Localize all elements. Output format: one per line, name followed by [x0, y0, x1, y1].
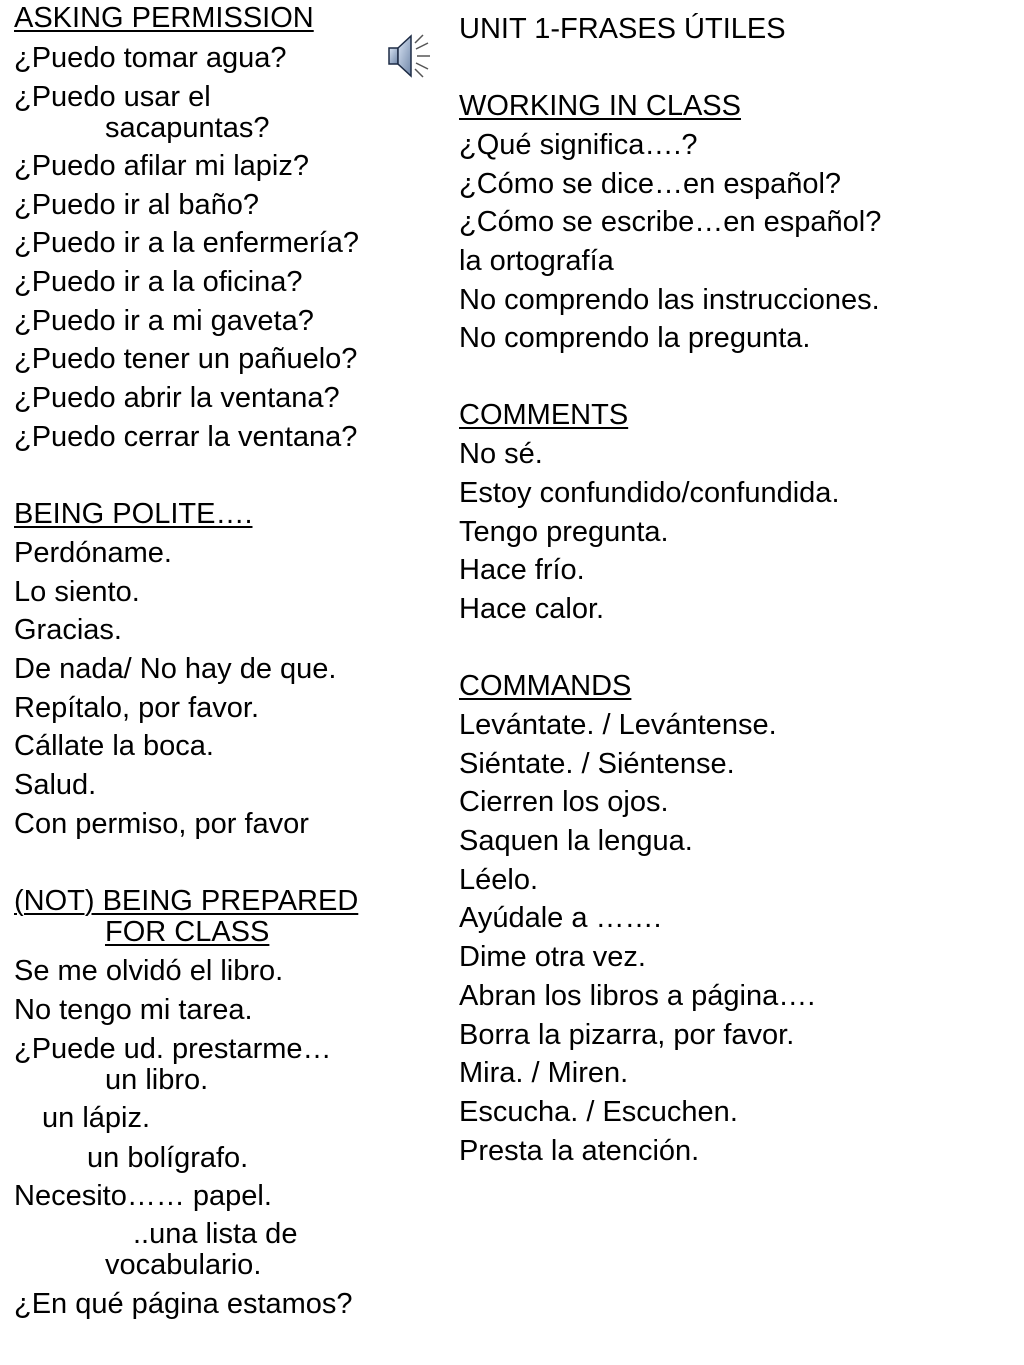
phrase-line: un libro. — [105, 1064, 209, 1096]
phrase-line: ¿Puedo tener un pañuelo? — [14, 343, 358, 375]
phrase-line: No comprendo la pregunta. — [459, 322, 811, 354]
not-prepared-heading: (NOT) BEING PREPARED — [14, 885, 359, 917]
phrase-line: Hace calor. — [459, 593, 605, 625]
phrase-line: Presta la atención. — [459, 1135, 700, 1167]
phrase-line: ¿Puedo ir a la oficina? — [14, 266, 303, 298]
phrase-line: ¿Puedo afilar mi lapiz? — [14, 150, 309, 182]
phrase-line: Salud. — [14, 769, 97, 801]
phrase-line: sacapuntas? — [105, 112, 270, 144]
asking-permission-heading: ASKING PERMISSION — [14, 2, 314, 34]
being-polite-heading: BEING POLITE…. — [14, 498, 253, 530]
phrase-line: ..una lista de — [133, 1218, 298, 1250]
phrase-line: ¿Cómo se escribe…en español? — [459, 206, 882, 238]
phrase-line: ¿Puede ud. prestarme… — [14, 1033, 332, 1065]
phrase-line: ¿Puedo ir a la enfermería? — [14, 227, 359, 259]
phrase-line: Abran los libros a página…. — [459, 980, 816, 1012]
phrase-line: Tengo pregunta. — [459, 516, 669, 548]
phrase-line: un lápiz. — [42, 1102, 151, 1134]
phrase-line: Repítalo, por favor. — [14, 692, 260, 724]
phrase-line: ¿Puedo tomar agua? — [14, 42, 287, 74]
phrase-line: Borra la pizarra, por favor. — [459, 1019, 795, 1051]
phrase-line: ¿Cómo se dice…en español? — [459, 168, 842, 200]
phrase-line: No sé. — [459, 438, 543, 470]
not-prepared-heading-cont: FOR CLASS — [105, 916, 270, 948]
phrase-line: Se me olvidó el libro. — [14, 955, 284, 987]
phrase-line: Ayúdale a ……. — [459, 902, 662, 934]
phrase-line: Estoy confundido/confundida. — [459, 477, 840, 509]
unit-title: UNIT 1-FRASES ÚTILES — [459, 13, 786, 45]
phrase-line: Cállate la boca. — [14, 730, 214, 762]
phrase-line: Con permiso, por favor — [14, 808, 309, 840]
phrase-line: Siéntate. / Siéntense. — [459, 748, 735, 780]
phrase-line: Saquen la lengua. — [459, 825, 693, 857]
phrase-line: Lo siento. — [14, 576, 140, 608]
comments-heading: COMMENTS — [459, 399, 629, 431]
phrase-line: un bolígrafo. — [87, 1142, 249, 1174]
phrase-line: No tengo mi tarea. — [14, 994, 253, 1026]
phrase-line: ¿Qué significa….? — [459, 129, 698, 161]
phrase-line: Léelo. — [459, 864, 539, 896]
phrase-line: Dime otra vez. — [459, 941, 646, 973]
phrase-line: ¿Puedo abrir la ventana? — [14, 382, 340, 414]
phrase-line: Escucha. / Escuchen. — [459, 1096, 738, 1128]
phrase-line: Hace frío. — [459, 554, 585, 586]
phrase-line: Mira. / Miren. — [459, 1057, 629, 1089]
phrase-line: De nada/ No hay de que. — [14, 653, 337, 685]
phrase-line: No comprendo las instrucciones. — [459, 284, 880, 316]
phrase-line: Gracias. — [14, 614, 122, 646]
phrase-line: Levántate. / Levántense. — [459, 709, 777, 741]
phrase-line: ¿En qué página estamos? — [14, 1288, 353, 1320]
phrase-line: Cierren los ojos. — [459, 786, 669, 818]
commands-heading: COMMANDS — [459, 670, 632, 702]
phrase-line: ¿Puedo cerrar la ventana? — [14, 421, 358, 453]
phrase-line: ¿Puedo ir a mi gaveta? — [14, 305, 314, 337]
phrase-line: vocabulario. — [105, 1249, 262, 1281]
phrase-line: Perdóname. — [14, 537, 172, 569]
phrase-line: la ortografía — [459, 245, 614, 277]
phrase-line: Necesito…… papel. — [14, 1180, 272, 1212]
working-in-class-heading: WORKING IN CLASS — [459, 90, 741, 122]
speaker-icon[interactable] — [384, 31, 434, 81]
phrase-line: ¿Puedo ir al baño? — [14, 189, 260, 221]
phrase-line: ¿Puedo usar el — [14, 81, 211, 113]
